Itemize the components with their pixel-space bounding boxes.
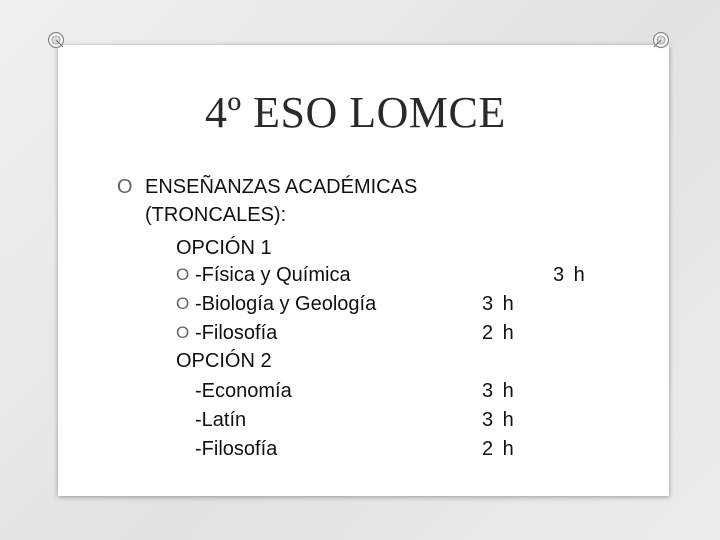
bullet-marker: O <box>176 294 190 313</box>
subject-filosofia-1: -Filosofía <box>195 322 278 344</box>
heading-line-1: ENSEÑANZAS ACADÉMICAS <box>145 176 418 198</box>
subject-fisica-quimica: -Física y Química <box>195 264 351 286</box>
hours-latin: 3 h <box>482 409 516 431</box>
hours-fisica-quimica: 3 h <box>553 264 587 286</box>
slide-title: 4º ESO LOMCE <box>205 88 506 137</box>
option-2-label: OPCIÓN 2 <box>176 350 272 372</box>
pushpin-icon <box>47 31 65 49</box>
bullet-marker: O <box>176 265 190 284</box>
heading-line-2: (TRONCALES): <box>145 204 287 226</box>
hours-filosofia-1: 2 h <box>482 322 516 344</box>
bullet-marker: O <box>176 323 190 342</box>
bullet-marker: O <box>117 176 133 198</box>
subject-filosofia-2: -Filosofía <box>195 438 278 460</box>
pushpin-icon <box>652 31 670 49</box>
subject-economia: -Economía <box>195 380 292 402</box>
subject-biologia-geologia: -Biología y Geología <box>195 293 377 315</box>
subject-latin: -Latín <box>195 409 247 431</box>
hours-biologia-geologia: 3 h <box>482 293 516 315</box>
hours-economia: 3 h <box>482 380 516 402</box>
hours-filosofia-2: 2 h <box>482 438 516 460</box>
option-1-label: OPCIÓN 1 <box>176 237 272 259</box>
